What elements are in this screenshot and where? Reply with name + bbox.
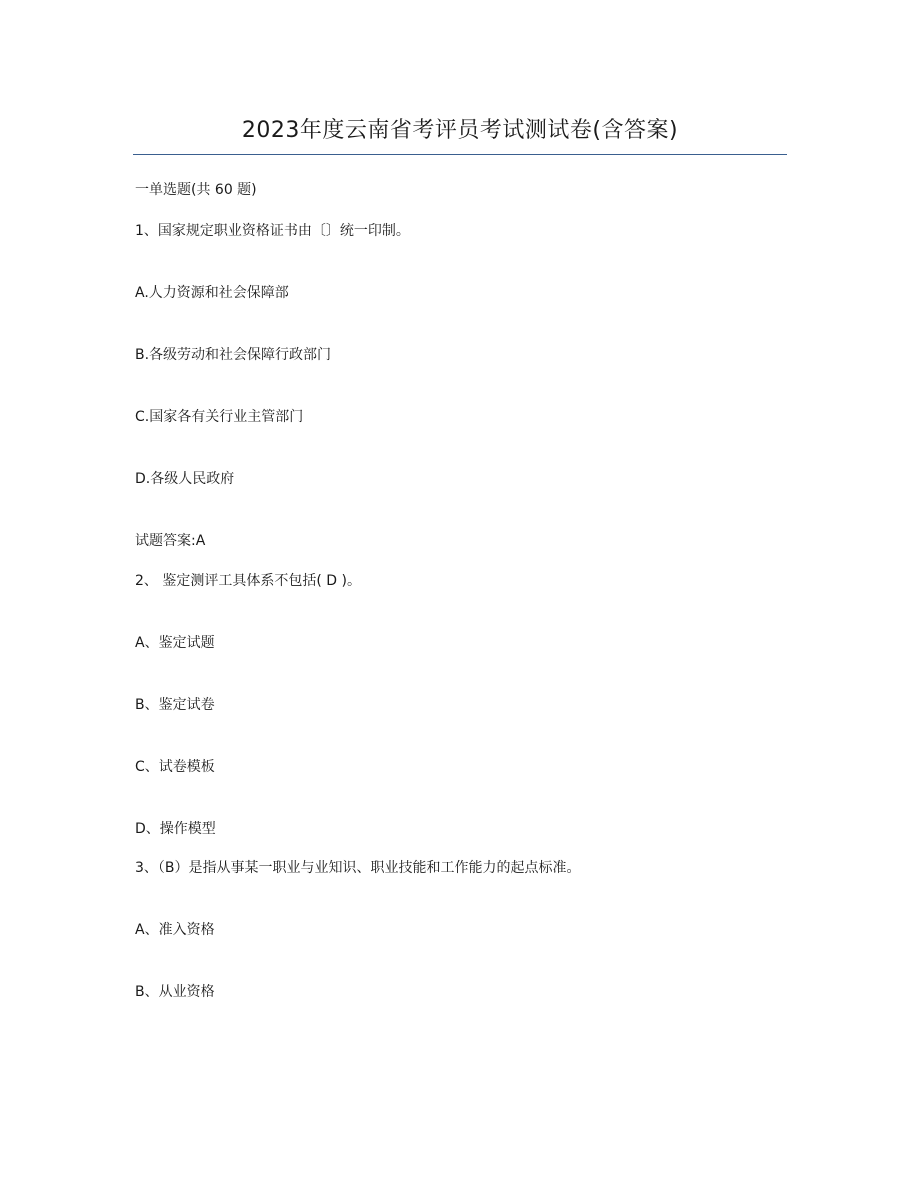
question-1-option-d: D.各级人民政府 — [135, 471, 235, 487]
question-1-stem: 1、国家规定职业资格证书由〔〕统一印制。 — [135, 223, 410, 239]
question-2-option-a: A、鉴定试题 — [135, 635, 215, 651]
question-2-stem: 2、 鉴定测评工具体系不包括( D )。 — [135, 573, 361, 589]
question-1-answer: 试题答案:A — [135, 533, 206, 549]
title-underline — [133, 154, 787, 155]
section-heading: 一单选题(共 60 题) — [135, 182, 257, 198]
question-2-option-b: B、鉴定试卷 — [135, 697, 215, 713]
document-title: 2023年度云南省考评员考试测试卷(含答案) — [241, 118, 679, 143]
question-2-option-d: D、操作模型 — [135, 821, 216, 837]
question-1-option-c: C.国家各有关行业主管部门 — [135, 409, 304, 425]
question-3-stem: 3、（B）是指从事某一职业与业知识、职业技能和工作能力的起点标准。 — [135, 860, 581, 876]
question-3-option-a: A、准入资格 — [135, 922, 215, 938]
question-2-option-c: C、试卷模板 — [135, 759, 215, 775]
question-1-option-a: A.人力资源和社会保障部 — [135, 285, 289, 301]
question-1-option-b: B.各级劳动和社会保障行政部门 — [135, 347, 332, 363]
question-3-option-b: B、从业资格 — [135, 984, 215, 1000]
